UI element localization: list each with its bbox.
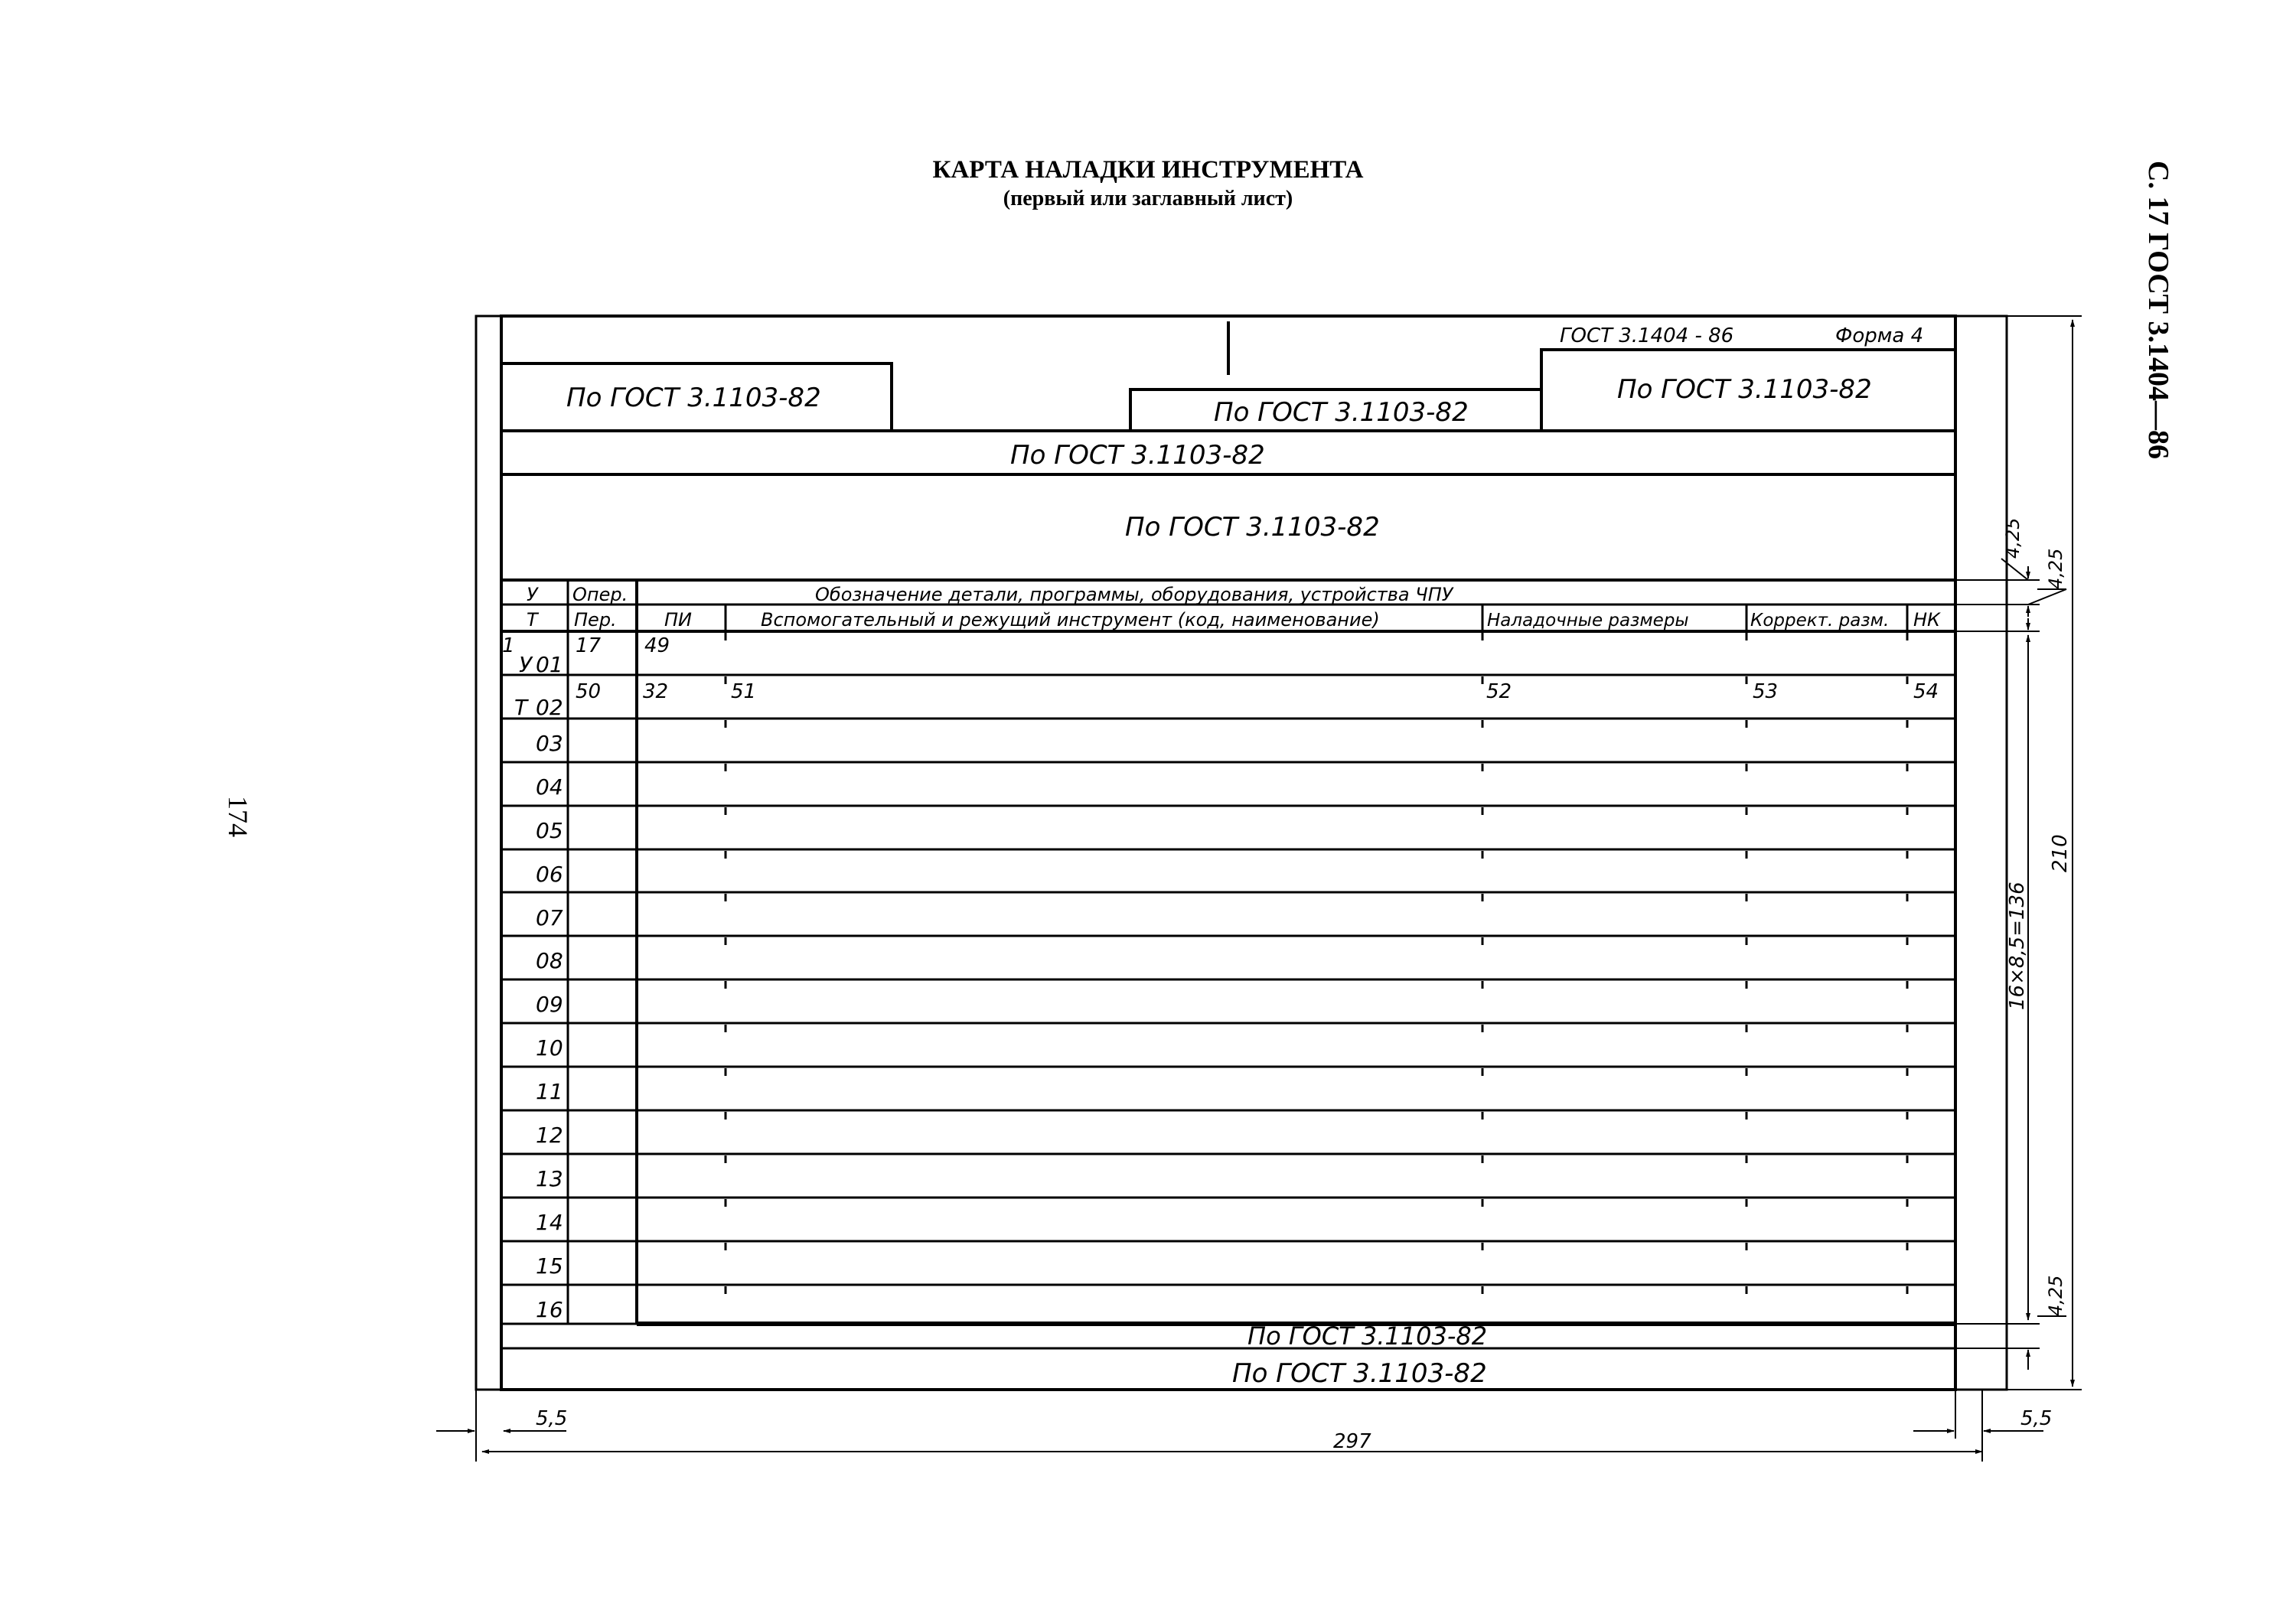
row-number: 03 [536,731,563,756]
row-number: 11 [536,1079,563,1104]
row2-label: Т [514,695,528,720]
row-number: 08 [536,948,563,973]
ref-row-2: По ГОСТ 3.1103-82 [1125,512,1380,543]
form-standard: ГОСТ 3.1404 - 86 [1560,324,1734,347]
row1-code: 01 [536,652,563,677]
page-number: 174 [223,796,253,837]
row1-number: 1 [502,634,515,657]
hdr-oper: Опер. [572,584,628,605]
inner-frame [501,316,1955,1390]
row2-col6: 53 [1753,680,1779,703]
dim-bottom: 4,25 [2045,1275,2066,1316]
row-number: 09 [536,992,563,1017]
row1-label: У [519,652,533,677]
row1-col3: 49 [644,634,670,657]
row-number: 05 [536,818,563,843]
dim-height: 210 [2049,834,2072,872]
document-title: КАРТА НАЛАДКИ ИНСТРУМЕНТА [932,156,1364,184]
dim-top-1: 4,25 [2002,517,2024,559]
outer-frame [476,316,2007,1390]
row-number: 13 [536,1166,563,1191]
hdr-per: Пер. [574,609,617,631]
row2-col3: 32 [643,680,669,703]
ref-box-middle: По ГОСТ 3.1103-82 [1214,397,1469,428]
side-header: С. 17 ГОСТ 3.1404—86 [2142,161,2174,459]
dim-margin-right: 5,5 [2020,1407,2053,1430]
row-number: 16 [536,1297,563,1322]
row2-col2: 50 [576,680,602,703]
hdr-u: У [527,584,538,605]
row1-col2: 17 [576,634,602,657]
row2-code: 02 [536,695,563,720]
row2-col4: 51 [731,680,757,703]
hdr-correct: Коррект. разм. [1750,611,1890,631]
ref-box-right: По ГОСТ 3.1103-82 [1617,374,1872,405]
dim-top-2: 4,25 [2045,548,2066,589]
dim-rows: 16×8,5=136 [2006,882,2029,1010]
hdr-nk: НК [1913,609,1941,631]
row-number: 14 [536,1210,563,1235]
hdr-tool: Вспомогательный и режущий инструмент (код, наименование) [761,609,1380,631]
row-number: 04 [536,774,563,800]
hdr-setup-sizes: Наладочные размеры [1487,611,1689,631]
hdr-designation: Обозначение детали, программы, оборудования, устройства ЧПУ [815,584,1453,605]
ref-bottom-2: По ГОСТ 3.1103-82 [1232,1358,1487,1389]
row-number: 10 [536,1035,563,1061]
ref-row-1: По ГОСТ 3.1103-82 [1010,440,1265,471]
row2-col7: 54 [1913,680,1939,703]
row-number: 12 [536,1123,563,1148]
ref-bottom-1: По ГОСТ 3.1103-82 [1247,1322,1488,1351]
document-subtitle: (первый или заглавный лист) [1003,187,1293,210]
row-number: 06 [536,862,563,887]
dim-margin-left: 5,5 [536,1407,568,1430]
row2-col5: 52 [1486,680,1512,703]
form-label: Форма 4 [1835,324,1924,347]
row-number: 07 [536,905,563,930]
ref-box-left: По ГОСТ 3.1103-82 [566,383,821,413]
dim-width: 297 [1333,1430,1371,1453]
hdr-t: Т [527,609,538,631]
hdr-pi: ПИ [664,609,692,631]
row-number: 15 [536,1253,563,1279]
